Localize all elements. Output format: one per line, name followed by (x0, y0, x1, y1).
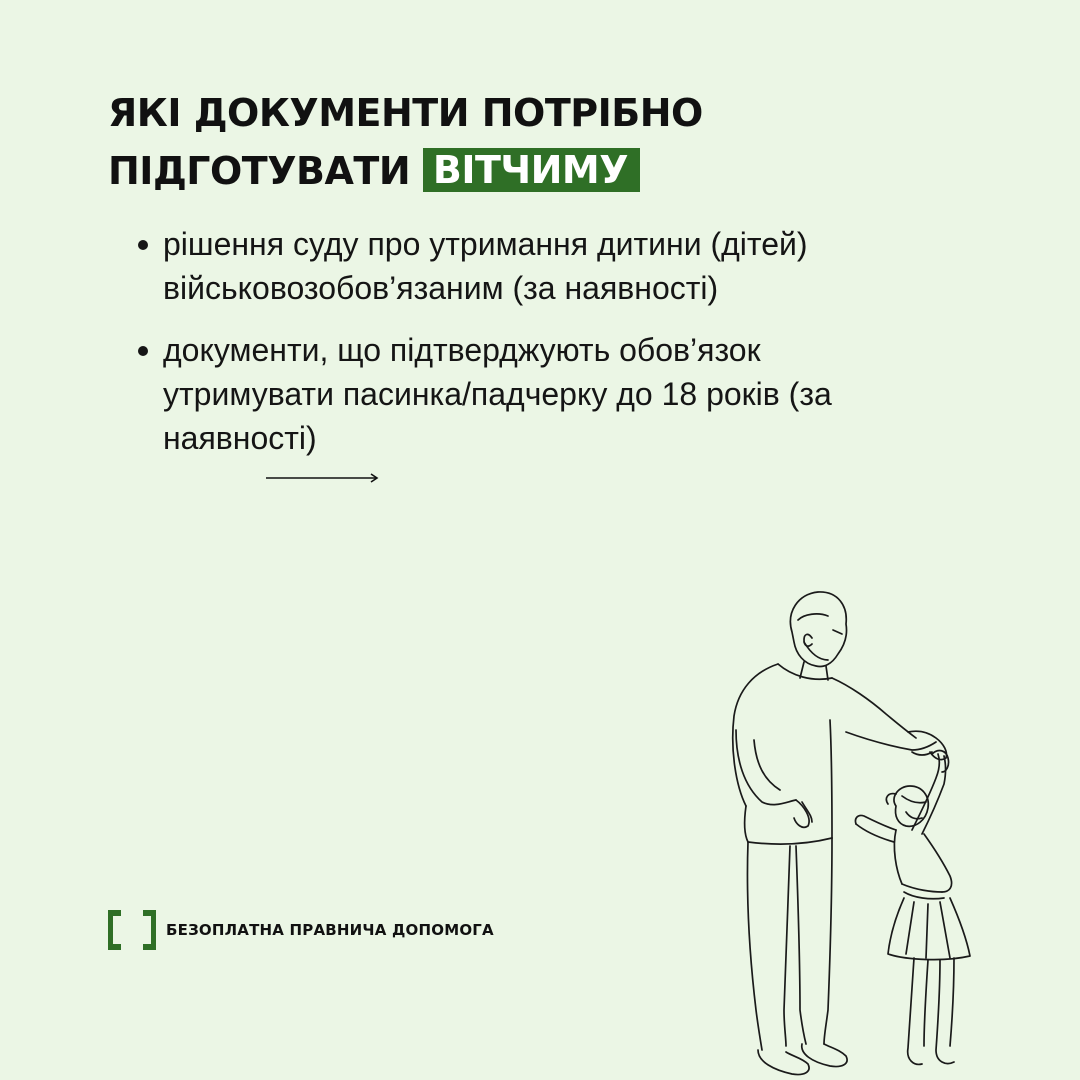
document-item-text: рішення суду про утримання дитини (дітей) військовозобов’язаним (за наявності) (163, 226, 808, 306)
heading-line-1: ЯКІ ДОКУМЕНТИ ПОТРІБНО (108, 91, 703, 135)
arrow-right-icon[interactable] (265, 470, 381, 486)
heading-line-2 (108, 142, 703, 200)
document-item (136, 328, 876, 460)
organization-name: БЕЗОПЛАТНА ПРАВНИЧА ДОПОМОГА (166, 921, 494, 939)
heading-line-2-prefix: ПІДГОТУВАТИ (108, 149, 411, 193)
stepfather-with-child-illustration (700, 580, 1020, 1080)
bracket-logo-icon (108, 910, 156, 950)
document-item-text: документи, що підтверджують обов’язок утримувати пасинка/падчерку до 18 років (за наявності) (163, 332, 832, 456)
heading-highlight: ВІТЧИМУ (423, 148, 640, 192)
organization-logo (108, 910, 494, 950)
bullet-icon (138, 240, 148, 250)
document-item (136, 222, 876, 310)
page-heading (108, 84, 703, 200)
documents-list (136, 222, 876, 478)
bullet-icon (138, 346, 148, 356)
